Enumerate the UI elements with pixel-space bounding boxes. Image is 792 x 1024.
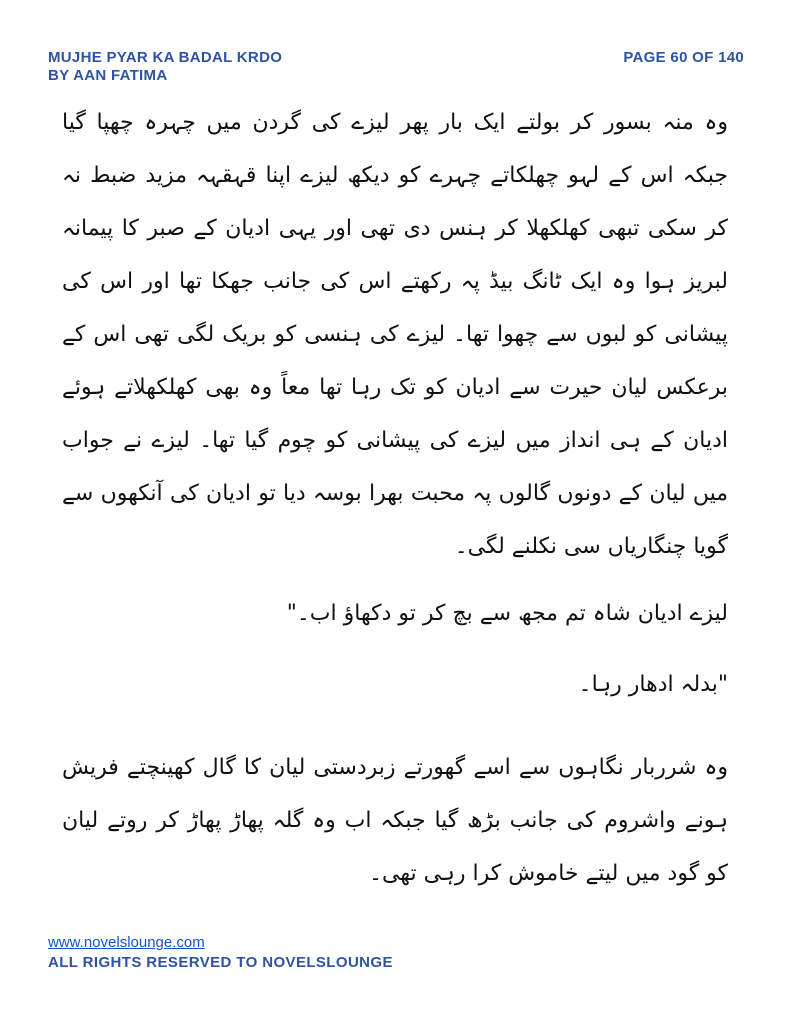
page-footer <box>48 934 393 974</box>
copyright-notice: ALL RIGHTS RESERVED TO NOVELSLOUNGE <box>48 954 393 971</box>
header-left <box>48 49 282 85</box>
paragraph-main: وہ منہ بسور کر بولتے ایک بار پھر لیزے کی گردن میں چہرہ چھپا گیا جبکہ اس کے لہو چھلکاتے چہرے کو دیکھ لیزے اپنا قہقہہ مزید ضبط نہ کر سکی تبھی کھلکھلا کر ہنس دی تھی اور یہی ادیان کے صبر کا پیمانہ لبریز ہوا وہ ایک ٹانگ بیڈ پہ رکھتے اس کی جانب جھکا تھا اور اس کی پیشانی کو لبوں سے چھوا تھا۔ لیزے کی ہنسی کو بریک لگی تھی اس کے برعکس لیان حیرت سے ادیان کو تک رہا تھا معاً وہ بھی کھلکھلاتے ہوئے ادیان کے ہی انداز میں لیزے کی پیشانی کو چوم گیا تھا۔ لیزے نے جواب میں لیان کے دونوں گالوں پہ محبت بھرا بوسہ دیا تو ادیان کی آنکھوں سے گویا چنگاریاں سی نکلنے لگی۔ <box>62 110 728 559</box>
paragraph-dialogue-1: لیزے ادیان شاہ تم مجھ سے بچ کر تو دکھاؤ اب۔" <box>286 601 728 626</box>
website-link[interactable]: www.novelslounge.com <box>48 934 205 951</box>
paragraph-closing: وہ شرربار نگاہوں سے اسے گھورتے زبردستی لیان کا گال کھینچتے فریش ہونے واشروم کی جانب بڑھ گیا جبکہ اب وہ گلہ پھاڑ پھاڑ کر روتے لیان کو گود میں لیتے خاموش کرا رہی تھی۔ <box>62 755 728 886</box>
novel-author: BY AAN FATIMA <box>48 67 168 84</box>
page-body <box>62 96 728 900</box>
page-number: PAGE 60 OF 140 <box>623 49 744 66</box>
novel-title: MUJHE PYAR KA BADAL KRDO <box>48 49 283 66</box>
paragraph-dialogue-2: "بدلہ ادھار رہا۔ <box>578 672 728 697</box>
